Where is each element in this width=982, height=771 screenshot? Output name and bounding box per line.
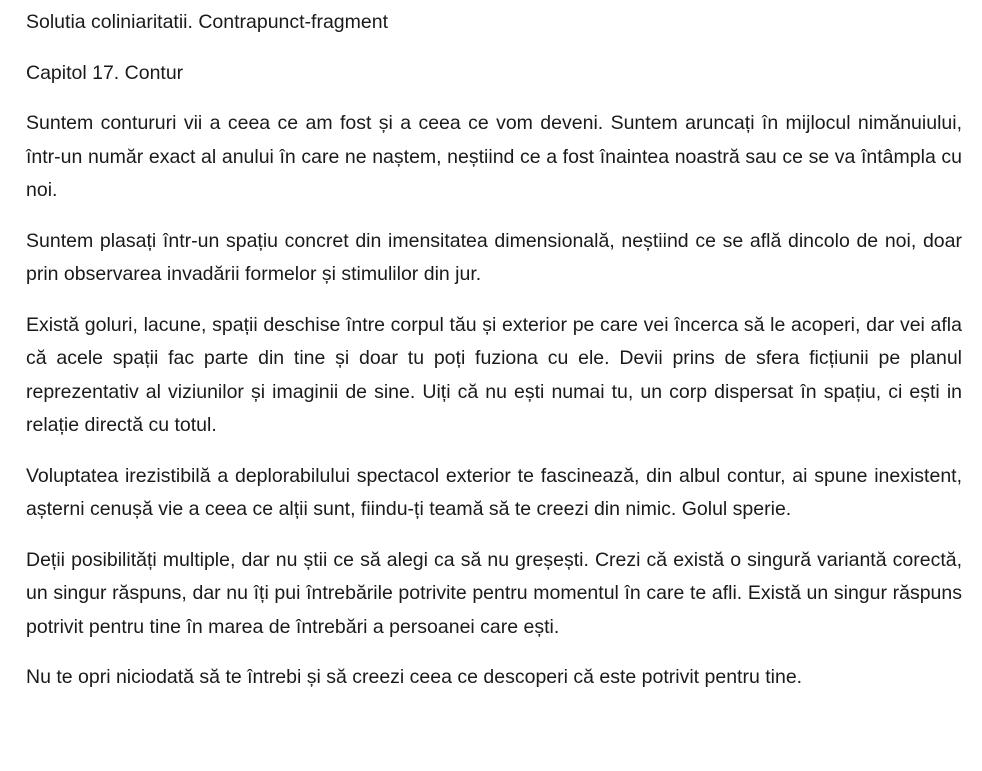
paragraph-1: Suntem contururi vii a ceea ce am fost și a ceea ce vom deveni. Suntem aruncați în mijlocul nimănuiului, într-un număr exact al anului în care ne naștem, neștiind ce a fost înaintea noastră sau ce se va întâmpla cu noi. bbox=[26, 112, 962, 201]
paragraph-2: Suntem plasați într-un spațiu concret din imensitatea dimensională, neștiind ce se află dincolo de noi, doar prin observarea invadării formelor și stimulilor din jur. bbox=[26, 229, 962, 285]
document-title: Solutia coliniaritatii. Contrapunct-fragment bbox=[26, 11, 389, 33]
paragraph-5: Deții posibilități multiple, dar nu știi ce să alegi ca să nu greșești. Crezi că există o singură variantă corectă, un singur răspuns, dar nu îți pui întrebările potrivite pentru momentul în care te afli. Există un singur răspuns potrivit pentru tine în marea de întrebări a persoanei care ești. bbox=[26, 548, 962, 638]
chapter-heading: Capitol 17. Contur bbox=[26, 61, 184, 84]
document-page bbox=[26, 6, 962, 695]
paragraph-4: Voluptatea irezistibilă a deplorabilului spectacol exterior te fascinează, din albul contur, ai spune inexistent, așterni cenușă vie a ceea ce alții sunt, fiindu-ți teamă să te creezi din nimic. Golul sperie. bbox=[26, 464, 962, 520]
paragraph-3: Există goluri, lacune, spații deschise între corpul tău și exterior pe care vei încerca să le acoperi, dar vei afla că acele spații fac parte din tine și doar tu poți fuziona cu ele. Devii prins de sfera ficțiunii pe planul reprezentativ al viziunilor și imaginii de sine. Uiți că nu ești numai tu, un corp dispersat în spațiu, ci ești in relație directă cu totul. bbox=[26, 313, 962, 436]
paragraph-6: Nu te opri niciodată să te întrebi și să creezi ceea ce descoperi că este potrivit pentru tine. bbox=[26, 666, 803, 688]
